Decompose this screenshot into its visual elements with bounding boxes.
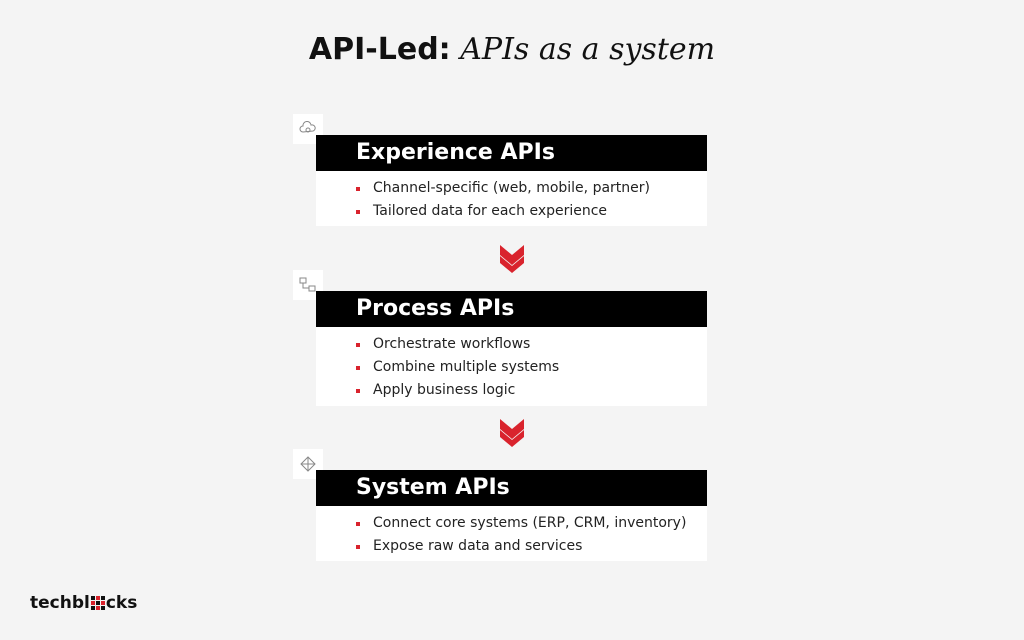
list-item: Connect core systems (ERP, CRM, inventory) xyxy=(354,512,707,535)
logo-grid-icon xyxy=(91,596,105,610)
bullet-square xyxy=(356,343,360,347)
tier-body xyxy=(316,171,707,226)
list-item: Combine multiple systems xyxy=(354,356,707,379)
tier-process xyxy=(293,270,709,406)
list-item: Orchestrate workflows xyxy=(354,333,707,356)
list-item: Channel-specific (web, mobile, partner) xyxy=(354,177,707,200)
bullet-square xyxy=(356,366,360,370)
list-item: Expose raw data and services xyxy=(354,535,707,558)
list-item: Apply business logic xyxy=(354,379,707,402)
title-bold: API-Led: xyxy=(308,32,451,67)
tier-heading: System APIs xyxy=(316,470,707,506)
tier-heading: Process APIs xyxy=(316,291,707,327)
techblocks-logo: techbl cks xyxy=(30,593,138,613)
bullet-square xyxy=(356,389,360,393)
bullet-square xyxy=(356,187,360,191)
tier-body xyxy=(316,327,707,406)
tier-system xyxy=(293,449,709,561)
bullet-square xyxy=(356,210,360,214)
title-italic: APIs as a system xyxy=(460,32,716,67)
page-title xyxy=(0,30,1024,70)
bullet-square xyxy=(356,545,360,549)
bullet-square xyxy=(356,522,360,526)
tier-body xyxy=(316,506,707,561)
tier-heading: Experience APIs xyxy=(316,135,707,171)
list-item: Tailored data for each experience xyxy=(354,200,707,223)
tier-experience xyxy=(293,114,709,226)
chevron-down-icon xyxy=(497,417,527,449)
